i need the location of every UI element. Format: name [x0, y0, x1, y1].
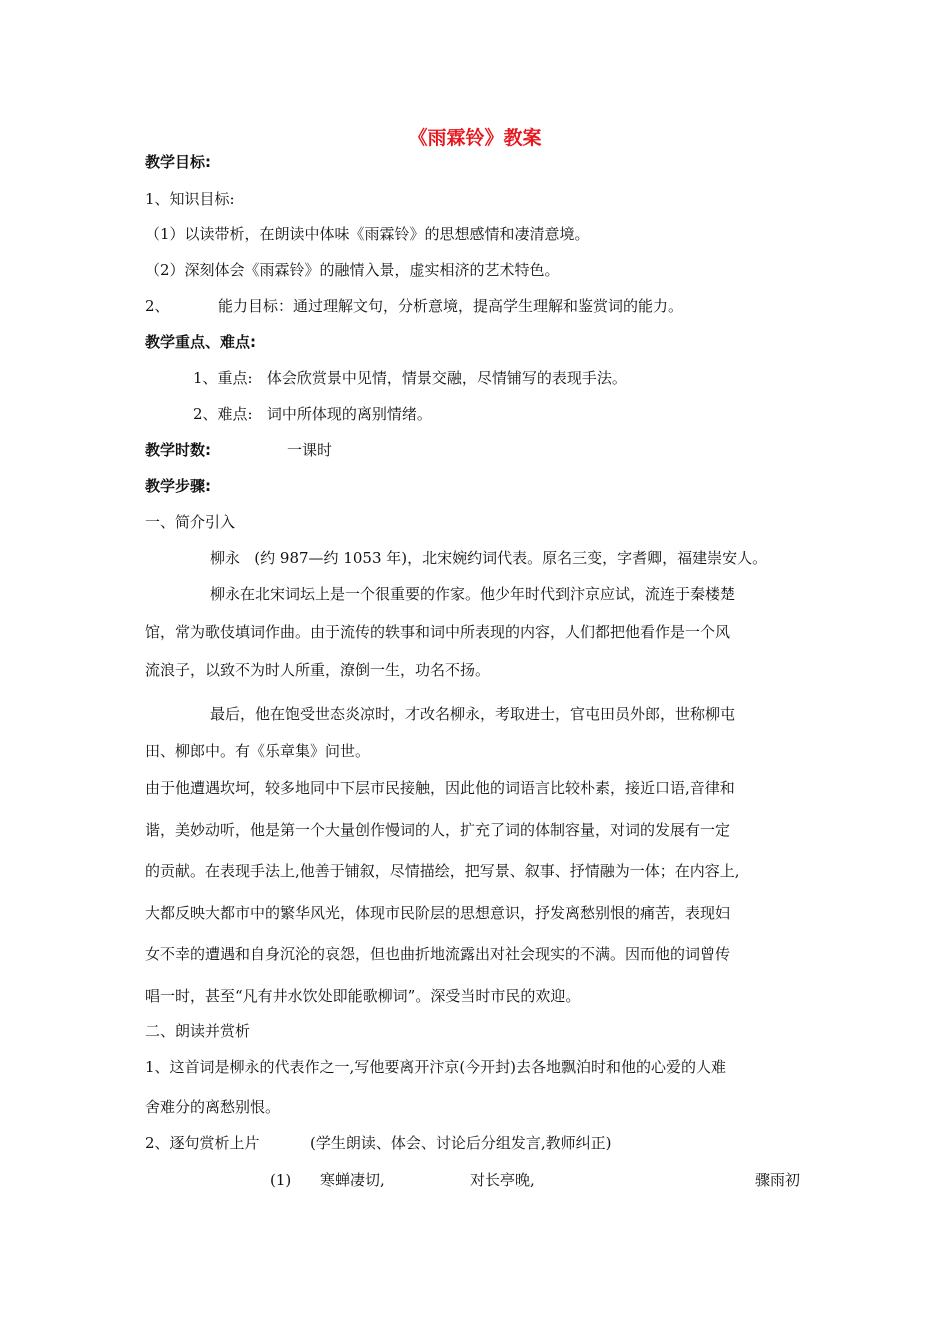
key-point-difficulty: 2、难点: 词中所体现的离别情绪。 — [193, 405, 432, 423]
key-points-heading: 教学重点、难点: — [145, 333, 256, 351]
section-1-heading: 一、简介引入 — [145, 513, 236, 531]
key-point-focus: 1、重点: 体会欣赏景中见情，情景交融，尽情铺写的表现手法。 — [193, 369, 627, 387]
intro-paragraph-line: 的贡献。在表现手法上,他善于铺叙，尽情描绘，把写景、叙事、抒情融为一体；在内容上, — [145, 862, 740, 880]
intro-paragraph-line: 大都反映大都市中的繁华风光，体现市民阶层的思想意识，抒发离愁别恨的痛苦，表现妇 — [145, 904, 731, 922]
section-2-heading: 二、朗读并赏析 — [145, 1022, 251, 1040]
objectives-heading: 教学目标: — [145, 153, 211, 171]
intro-paragraph-line: 最后，他在饱受世态炎凉时，才改名柳永，考取进士，官屯田员外郎，世称柳屯 — [210, 705, 736, 723]
intro-paragraph-line: 由于他遭遇坎坷，较多地同中下层市民接触，因此他的词语言比较朴素，接近口语,音律和 — [145, 779, 735, 797]
knowledge-objective-label: 1、知识目标: — [145, 190, 235, 208]
section-2-line: 舍难分的离愁别恨。 — [145, 1098, 281, 1116]
intro-paragraph-line: 流浪子，以致不为时人所重，潦倒一生，功名不扬。 — [145, 661, 491, 679]
document-title: 《雨霖铃》教案 — [408, 127, 542, 149]
hours-value: 一课时 — [287, 441, 333, 459]
steps-heading: 教学步骤: — [145, 477, 211, 495]
intro-paragraph-line: 柳永在北宋词坛上是一个很重要的作家。他少年时代到汴京应试，流连于秦楼楚 — [210, 585, 736, 603]
ability-objective-text: 能力目标：通过理解文句，分析意境，提高学生理解和鉴赏词的能力。 — [218, 297, 684, 315]
section-2-line: 1、这首词是柳永的代表作之一,写他要离开汴京(今开封)去各地飘泊时和他的心爱的人难 — [145, 1058, 727, 1076]
verse-phrase: 寒蝉凄切, — [320, 1171, 385, 1189]
ability-objective-number: 2、 — [145, 297, 170, 315]
hours-heading: 教学时数: — [145, 441, 211, 459]
verse-number: (1) — [270, 1171, 292, 1189]
knowledge-objective-1: （1）以读带析，在朗读中体味《雨霖铃》的思想感情和凄清意境。 — [145, 225, 590, 243]
intro-paragraph-line: 田、柳郎中。有《乐章集》问世。 — [145, 742, 371, 760]
section-2-item-2: 2、逐句赏析上片 — [145, 1134, 260, 1152]
verse-phrase: 对长亭晚, — [470, 1171, 535, 1189]
verse-phrase: 骤雨初 — [755, 1171, 801, 1189]
intro-paragraph-line: 谐，美妙动听，他是第一个大量创作慢词的人，扩充了词的体制容量，对词的发展有一定 — [145, 821, 731, 839]
knowledge-objective-2: （2）深刻体会《雨霖铃》的融情入景，虚实相济的艺术特色。 — [145, 261, 560, 279]
section-2-item-2-note: (学生朗读、体会、讨论后分组发言,教师纠正) — [310, 1134, 612, 1152]
intro-paragraph-line: 馆，常为歌伎填词作曲。由于流传的轶事和词中所表现的内容，人们都把他看作是一个风 — [145, 623, 731, 641]
intro-paragraph-line: 女不幸的遭遇和自身沉沦的哀怨，但也曲折地流露出对社会现实的不满。因而他的词曾传 — [145, 945, 731, 963]
intro-paragraph-line: 柳永 (约 987—约 1053 年)，北宋婉约词代表。原名三变，字耆卿，福建崇安人。 — [210, 549, 768, 567]
intro-paragraph-line: 唱一时，甚至“凡有井水饮处即能歌柳词”。深受当时市民的欢迎。 — [145, 987, 581, 1005]
